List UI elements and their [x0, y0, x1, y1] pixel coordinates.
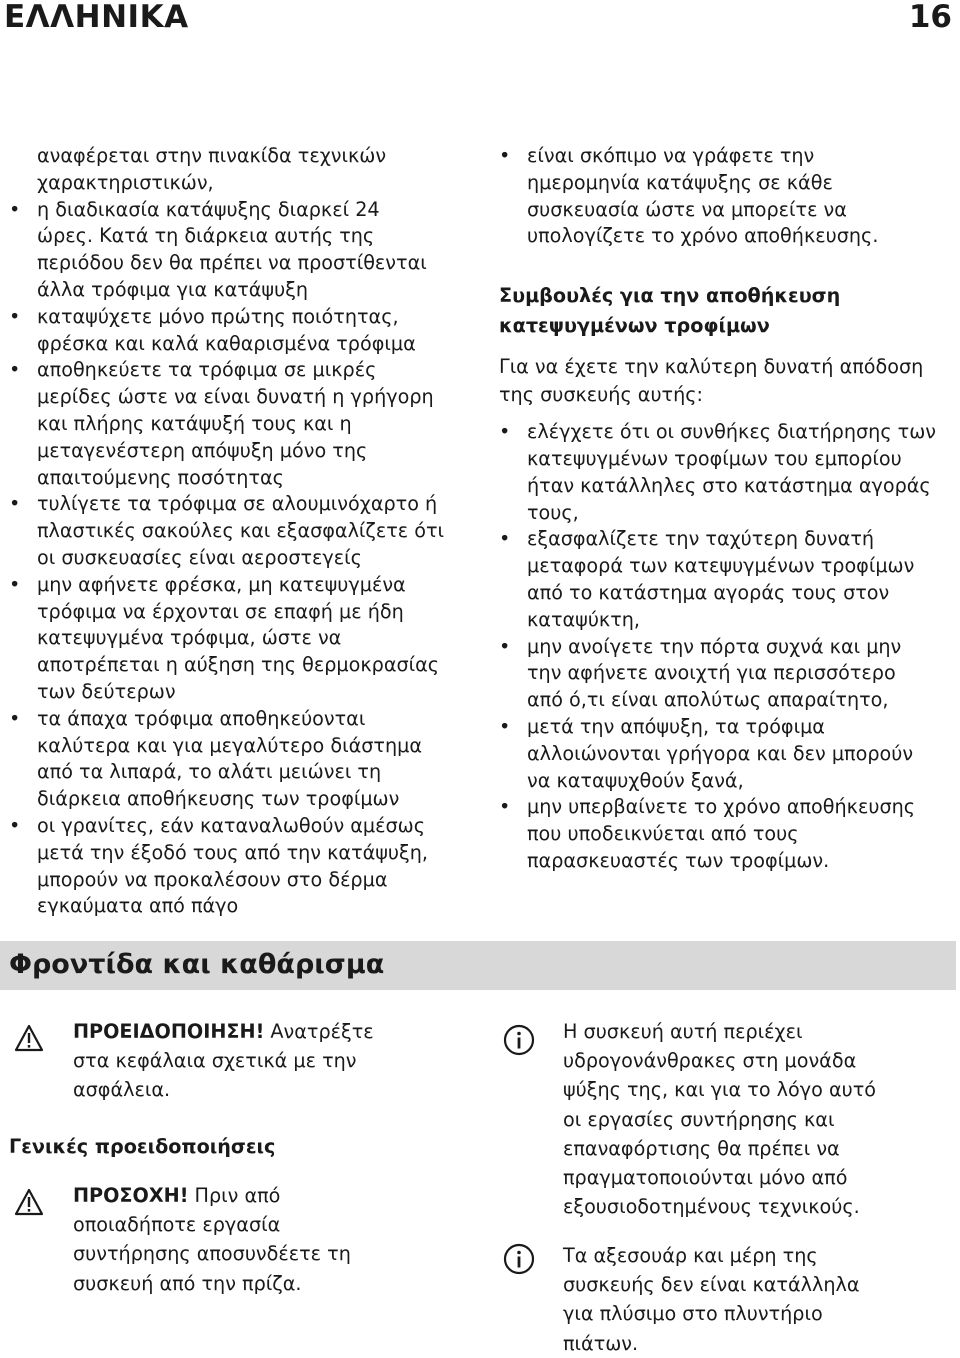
- bullet-item-start: • αποθηκεύετε τα τρόφιμα σε μικρές: [9, 357, 454, 384]
- storage-tips-heading-line: κατεψυγμένων τροφίμων: [499, 314, 770, 338]
- info-line: εξουσιοδοτημένους τεχνικούς.: [563, 1195, 860, 1219]
- info-line: ψύξης της, και για το λόγο αυτό: [563, 1078, 877, 1102]
- info-note-refrigerant: [563, 1017, 876, 1221]
- warning-first-line: [73, 1017, 374, 1046]
- caution-text: Πριν από: [188, 1184, 281, 1207]
- paragraph-line: της συσκευής αυτής:: [499, 383, 703, 407]
- list-item-line: εγκαύματα από πάγο: [37, 894, 239, 918]
- list-item-line: διάρκεια αποθήκευσης των τροφίμων: [37, 787, 400, 811]
- list-item-line: απαιτούμενης ποσότητας: [37, 465, 284, 489]
- list-item-line: περιόδου δεν θα πρέπει να προστίθενται: [37, 251, 427, 275]
- info-line: για πλύσιμο στο πλυντήριο: [563, 1302, 823, 1326]
- caution-note-unplug: [73, 1181, 351, 1298]
- page-number: 16: [908, 0, 952, 35]
- info-note-dishwasher: [563, 1241, 860, 1358]
- list-item-line: κατεψυγμένων τροφίμων του εμπορίου: [527, 446, 902, 470]
- list-item-line: μεταφορά των κατεψυγμένων τροφίμων: [527, 554, 915, 578]
- info-line: Η συσκευή αυτή περιέχει: [563, 1020, 803, 1043]
- list-item-line: των δεύτερων: [37, 679, 176, 703]
- list-item-line: αναφέρεται στην πινακίδα τεχνικών: [37, 144, 387, 167]
- list-item-line: κατεψυγμένα τρόφιμα, ώστε να: [37, 626, 342, 650]
- header-language: ΕΛΛΗΝΙΚΑ: [4, 0, 189, 35]
- date-tip-list: [499, 143, 947, 250]
- list-item-line: χαρακτηριστικών,: [37, 170, 214, 194]
- caution-label: ΠΡΟΣΟΧΗ!: [73, 1184, 189, 1207]
- info-line: οι εργασίες συντήρησης και: [563, 1107, 835, 1131]
- bullet-item-start: • οι γρανίτες, εάν καταναλωθούν αμέσως: [9, 813, 454, 840]
- warning-triangle-icon: [14, 1188, 44, 1216]
- info-line: συσκευής δεν είναι κατάλληλα: [563, 1273, 860, 1297]
- bullet-item-start: • μην υπερβαίνετε το χρόνο αποθήκευσης: [499, 794, 947, 821]
- list-item-line: καλύτερα και για μεγαλύτερο διάστημα: [37, 733, 422, 757]
- bullet-item-start: • μην ανοίγετε την πόρτα συχνά και μην: [499, 634, 947, 661]
- list-item-line: αποτρέπεται η αύξηση της θερμοκρασίας: [37, 653, 440, 677]
- list-item-line: άλλα τρόφιμα για κατάψυξη: [37, 277, 309, 301]
- list-item-line: ώρες. Κατά τη διάρκεια αυτής της: [37, 224, 375, 248]
- list-item-line: μεταγενέστερη απόψυξη μόνο της: [37, 438, 368, 462]
- warning-triangle-icon: [14, 1024, 44, 1052]
- list-item-line: ημερομηνία κατάψυξης σε κάθε: [527, 170, 833, 194]
- section-title: Φροντίδα και καθάρισμα: [9, 949, 385, 980]
- caution-line: οποιαδήποτε εργασία: [73, 1213, 281, 1237]
- bullet-item-start: • ελέγχετε ότι οι συνθήκες διατήρησης των: [499, 419, 947, 446]
- info-line: υδρογονάνθρακες στη μονάδα: [563, 1049, 857, 1073]
- list-item-line: την αφήνετε ανοιχτή για περισσότερο: [527, 661, 896, 685]
- bullet-item-start: • η διαδικασία κατάψυξης διαρκεί 24: [9, 197, 454, 224]
- storage-tips-list: [499, 419, 947, 875]
- section-header-band: [0, 941, 956, 990]
- list-item-line: να καταψυχθούν ξανά,: [527, 768, 744, 792]
- warning-line: στα κεφάλαια σχετικά με την: [73, 1049, 357, 1073]
- storage-intro-paragraph: [499, 353, 947, 409]
- caution-first-line: [73, 1181, 351, 1210]
- info-line: πραγματοποιούνται μόνο από: [563, 1166, 848, 1190]
- list-item-line: και πλήρης κατάψυξή τους και η: [37, 411, 352, 435]
- bullet-item-start: • μετά την απόψυξη, τα τρόφιμα: [499, 714, 947, 741]
- list-item-line: οι συσκευασίες είναι αεροστεγείς: [37, 545, 362, 569]
- list-item-line: από ό,τι είναι απολύτως απαραίτητο,: [527, 688, 889, 712]
- caution-line: συσκευή από την πρίζα.: [73, 1271, 302, 1295]
- bullet-item-start: • καταψύχετε μόνο πρώτης ποιότητας,: [9, 304, 454, 331]
- bullet-item-start: • εξασφαλίζετε την ταχύτερη δυνατή: [499, 526, 947, 553]
- list-item-line: παρασκευαστές των τροφίμων.: [527, 848, 830, 872]
- info-line: πιάτων.: [563, 1331, 639, 1355]
- list-item-line: φρέσκα και καλά καθαρισμένα τρόφιμα: [37, 331, 416, 355]
- bullet-item-start: • μην αφήνετε φρέσκα, μη κατεψυγμένα: [9, 572, 454, 599]
- warning-note-safety: [73, 1017, 374, 1105]
- list-item-line: από τα λιπαρά, το αλάτι μειώνει τη: [37, 760, 382, 784]
- list-item-line: μερίδες ώστε να είναι δυνατή η γρήγορη: [37, 385, 434, 409]
- list-item-line: που υποδεικνύεται από τους: [527, 822, 799, 846]
- storage-tips-heading: [499, 281, 947, 341]
- list-item-line: υπολογίζετε το χρόνο αποθήκευσης.: [527, 224, 879, 248]
- list-item-line: πλαστικές σακούλες και εξασφαλίζετε ότι: [37, 519, 445, 543]
- warning-line: ασφάλεια.: [73, 1078, 171, 1102]
- warning-label: ΠΡΟΕΙΔΟΠΟΙΗΣΗ!: [73, 1020, 265, 1043]
- freezing-tips-list: [9, 143, 454, 920]
- list-item-line: αλλοιώνονται γρήγορα και δεν μπορούν: [527, 741, 914, 765]
- list-item-line: ήταν κατάλληλες στο κατάστημα αγοράς: [527, 473, 931, 497]
- list-item-line: μπορούν να προκαλέσουν στο δέρμα: [37, 867, 388, 891]
- list-item-line: συσκευασία ώστε να μπορείτε να: [527, 197, 847, 221]
- right-column: [499, 143, 947, 875]
- storage-tips-heading-line: Συμβουλές για την αποθήκευση: [499, 284, 841, 308]
- caution-line: συντήρησης αποσυνδέετε τη: [73, 1242, 351, 1266]
- subsection-title: Γενικές προειδοποιήσεις: [9, 1135, 276, 1158]
- info-line: επαναφόρτισης θα πρέπει να: [563, 1136, 840, 1160]
- bullet-item-start: • τα άπαχα τρόφιμα αποθηκεύονται: [9, 706, 454, 733]
- list-item-line: από το κατάστημα αγοράς τους στον: [527, 580, 890, 604]
- paragraph-line: Για να έχετε την καλύτερη δυνατή απόδοση: [499, 355, 924, 379]
- warning-text: Ανατρέξτε: [264, 1020, 374, 1043]
- list-item-line: καταψύκτη,: [527, 607, 641, 631]
- bullet-item-start: • τυλίγετε τα τρόφιμα σε αλουμινόχαρτο ή: [9, 491, 454, 518]
- list-item-line: τρόφιμα να έρχονται σε επαφή με ήδη: [37, 599, 404, 623]
- info-circle-icon: [503, 1024, 535, 1056]
- list-item-line: τους,: [527, 500, 579, 524]
- bullet-item-start: • είναι σκόπιμο να γράφετε την: [499, 143, 947, 170]
- list-item-line: μετά την έξοδό τους από την κατάψυξη,: [37, 840, 428, 864]
- info-line: Τα αξεσουάρ και μέρη της: [563, 1244, 818, 1267]
- info-circle-icon: [503, 1243, 535, 1275]
